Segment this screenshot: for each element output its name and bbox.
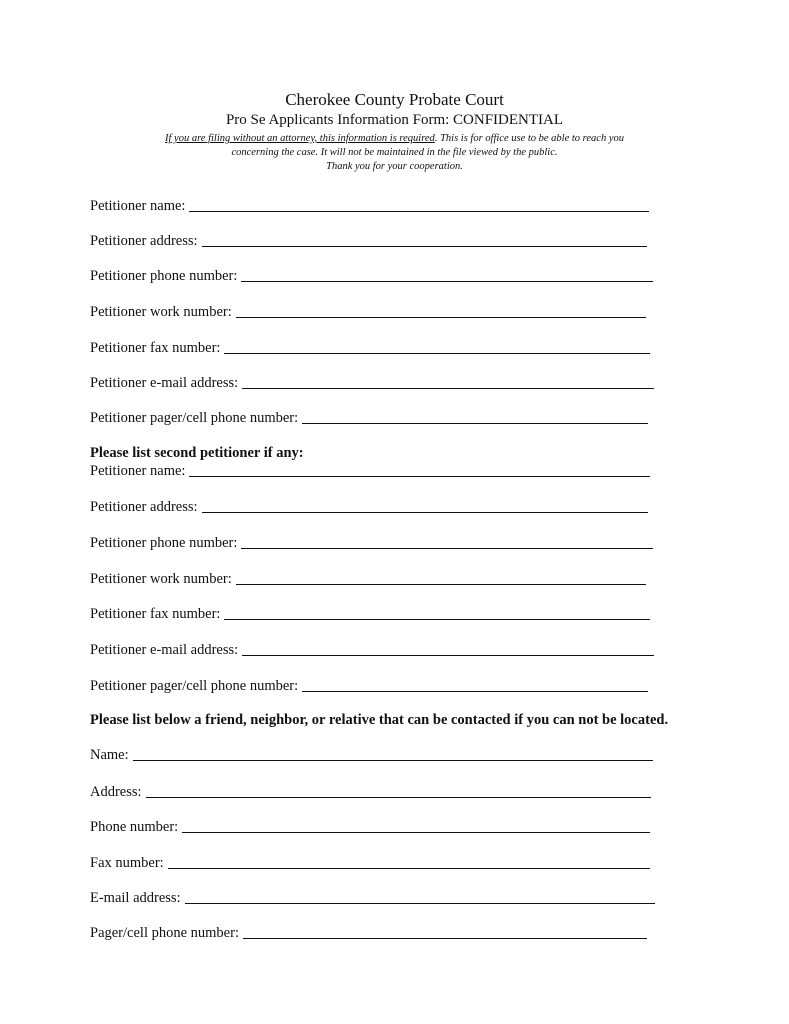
second-petitioner-address-label: Petitioner address: [90,499,198,515]
contact-name-field [90,744,653,764]
petitioner-work-number-input[interactable] [236,303,646,318]
contact-pager-cell-label: Pager/cell phone number: [90,925,239,941]
contact-name-input[interactable] [133,746,653,761]
second-petitioner-phone-field [90,532,653,552]
contact-name-label: Name: [90,747,129,763]
second-petitioner-name-field [90,460,650,480]
petitioner-email-field [90,372,654,392]
second-petitioner-name-input[interactable] [189,462,650,477]
court-title: Cherokee County Probate Court [285,90,504,109]
notice-line-2: concerning the case. It will not be maintained in the file viewed by the public. [231,147,558,158]
contact-address-field [90,781,651,801]
petitioner-email-label: Petitioner e-mail address: [90,375,239,391]
second-petitioner-address-input[interactable] [202,498,648,513]
second-petitioner-address-field [90,496,648,516]
second-petitioner-work-number-input[interactable] [236,570,646,585]
petitioner-pager-cell-input[interactable] [302,409,648,424]
contact-address-input[interactable] [146,783,651,798]
second-petitioner-work-number-label: Petitioner work number: [90,571,232,587]
emergency-contact-heading: Please list below a friend, neighbor, or relative that can be contacted if you can not be located. [90,712,669,728]
notice-line-1 [0,132,789,146]
second-petitioner-pager-cell-input[interactable] [302,677,648,692]
petitioner-name-input[interactable] [189,197,649,212]
second-petitioner-heading: Please list second petitioner if any: [90,445,304,461]
contact-email-field [90,887,655,907]
second-petitioner-email-label: Petitioner e-mail address: [90,642,239,658]
contact-pager-cell-field [90,922,647,942]
petitioner-address-field [90,230,647,250]
petitioner-phone-field [90,265,653,285]
petitioner-phone-label: Petitioner phone number: [90,268,238,284]
petitioner-pager-cell-field [90,407,648,427]
second-petitioner-email-input[interactable] [242,641,654,656]
second-petitioner-name-label: Petitioner name: [90,463,186,479]
notice-line-3: Thank you for your cooperation. [326,161,463,172]
second-petitioner-pager-cell-label: Petitioner pager/cell phone number: [90,678,299,694]
second-petitioner-email-field [90,639,654,659]
petitioner-fax-field [90,337,650,357]
petitioner-fax-label: Petitioner fax number: [90,340,221,356]
contact-phone-input[interactable] [182,818,650,833]
petitioner-email-input[interactable] [242,374,654,389]
petitioner-work-number-field [90,301,646,321]
second-petitioner-phone-label: Petitioner phone number: [90,535,238,551]
petitioner-name-label: Petitioner name: [90,198,186,214]
contact-pager-cell-input[interactable] [243,924,647,939]
contact-phone-field [90,816,650,836]
second-petitioner-phone-input[interactable] [241,534,653,549]
contact-fax-field [90,852,650,872]
contact-fax-input[interactable] [168,854,650,869]
contact-fax-label: Fax number: [90,855,164,871]
petitioner-fax-input[interactable] [224,339,650,354]
notice-required-text: If you are filing without an attorney, this information is required [165,133,435,144]
second-petitioner-fax-input[interactable] [224,605,650,620]
petitioner-phone-input[interactable] [241,267,653,282]
form-header [0,90,789,174]
contact-address-label: Address: [90,784,142,800]
contact-email-input[interactable] [185,889,655,904]
contact-email-label: E-mail address: [90,890,181,906]
second-petitioner-work-number-field [90,568,646,588]
notice-office-use-text: . This is for office use to be able to reach you [434,133,624,144]
petitioner-pager-cell-label: Petitioner pager/cell phone number: [90,410,299,426]
petitioner-name-field [90,195,649,215]
contact-phone-label: Phone number: [90,819,179,835]
form-title: Pro Se Applicants Information Form: CONFIDENTIAL [225,112,564,128]
petitioner-address-label: Petitioner address: [90,233,198,249]
confidentiality-notice [0,132,789,174]
petitioner-address-input[interactable] [202,232,647,247]
second-petitioner-fax-label: Petitioner fax number: [90,606,221,622]
second-petitioner-pager-cell-field [90,675,648,695]
petitioner-work-number-label: Petitioner work number: [90,304,232,320]
second-petitioner-fax-field [90,603,650,623]
